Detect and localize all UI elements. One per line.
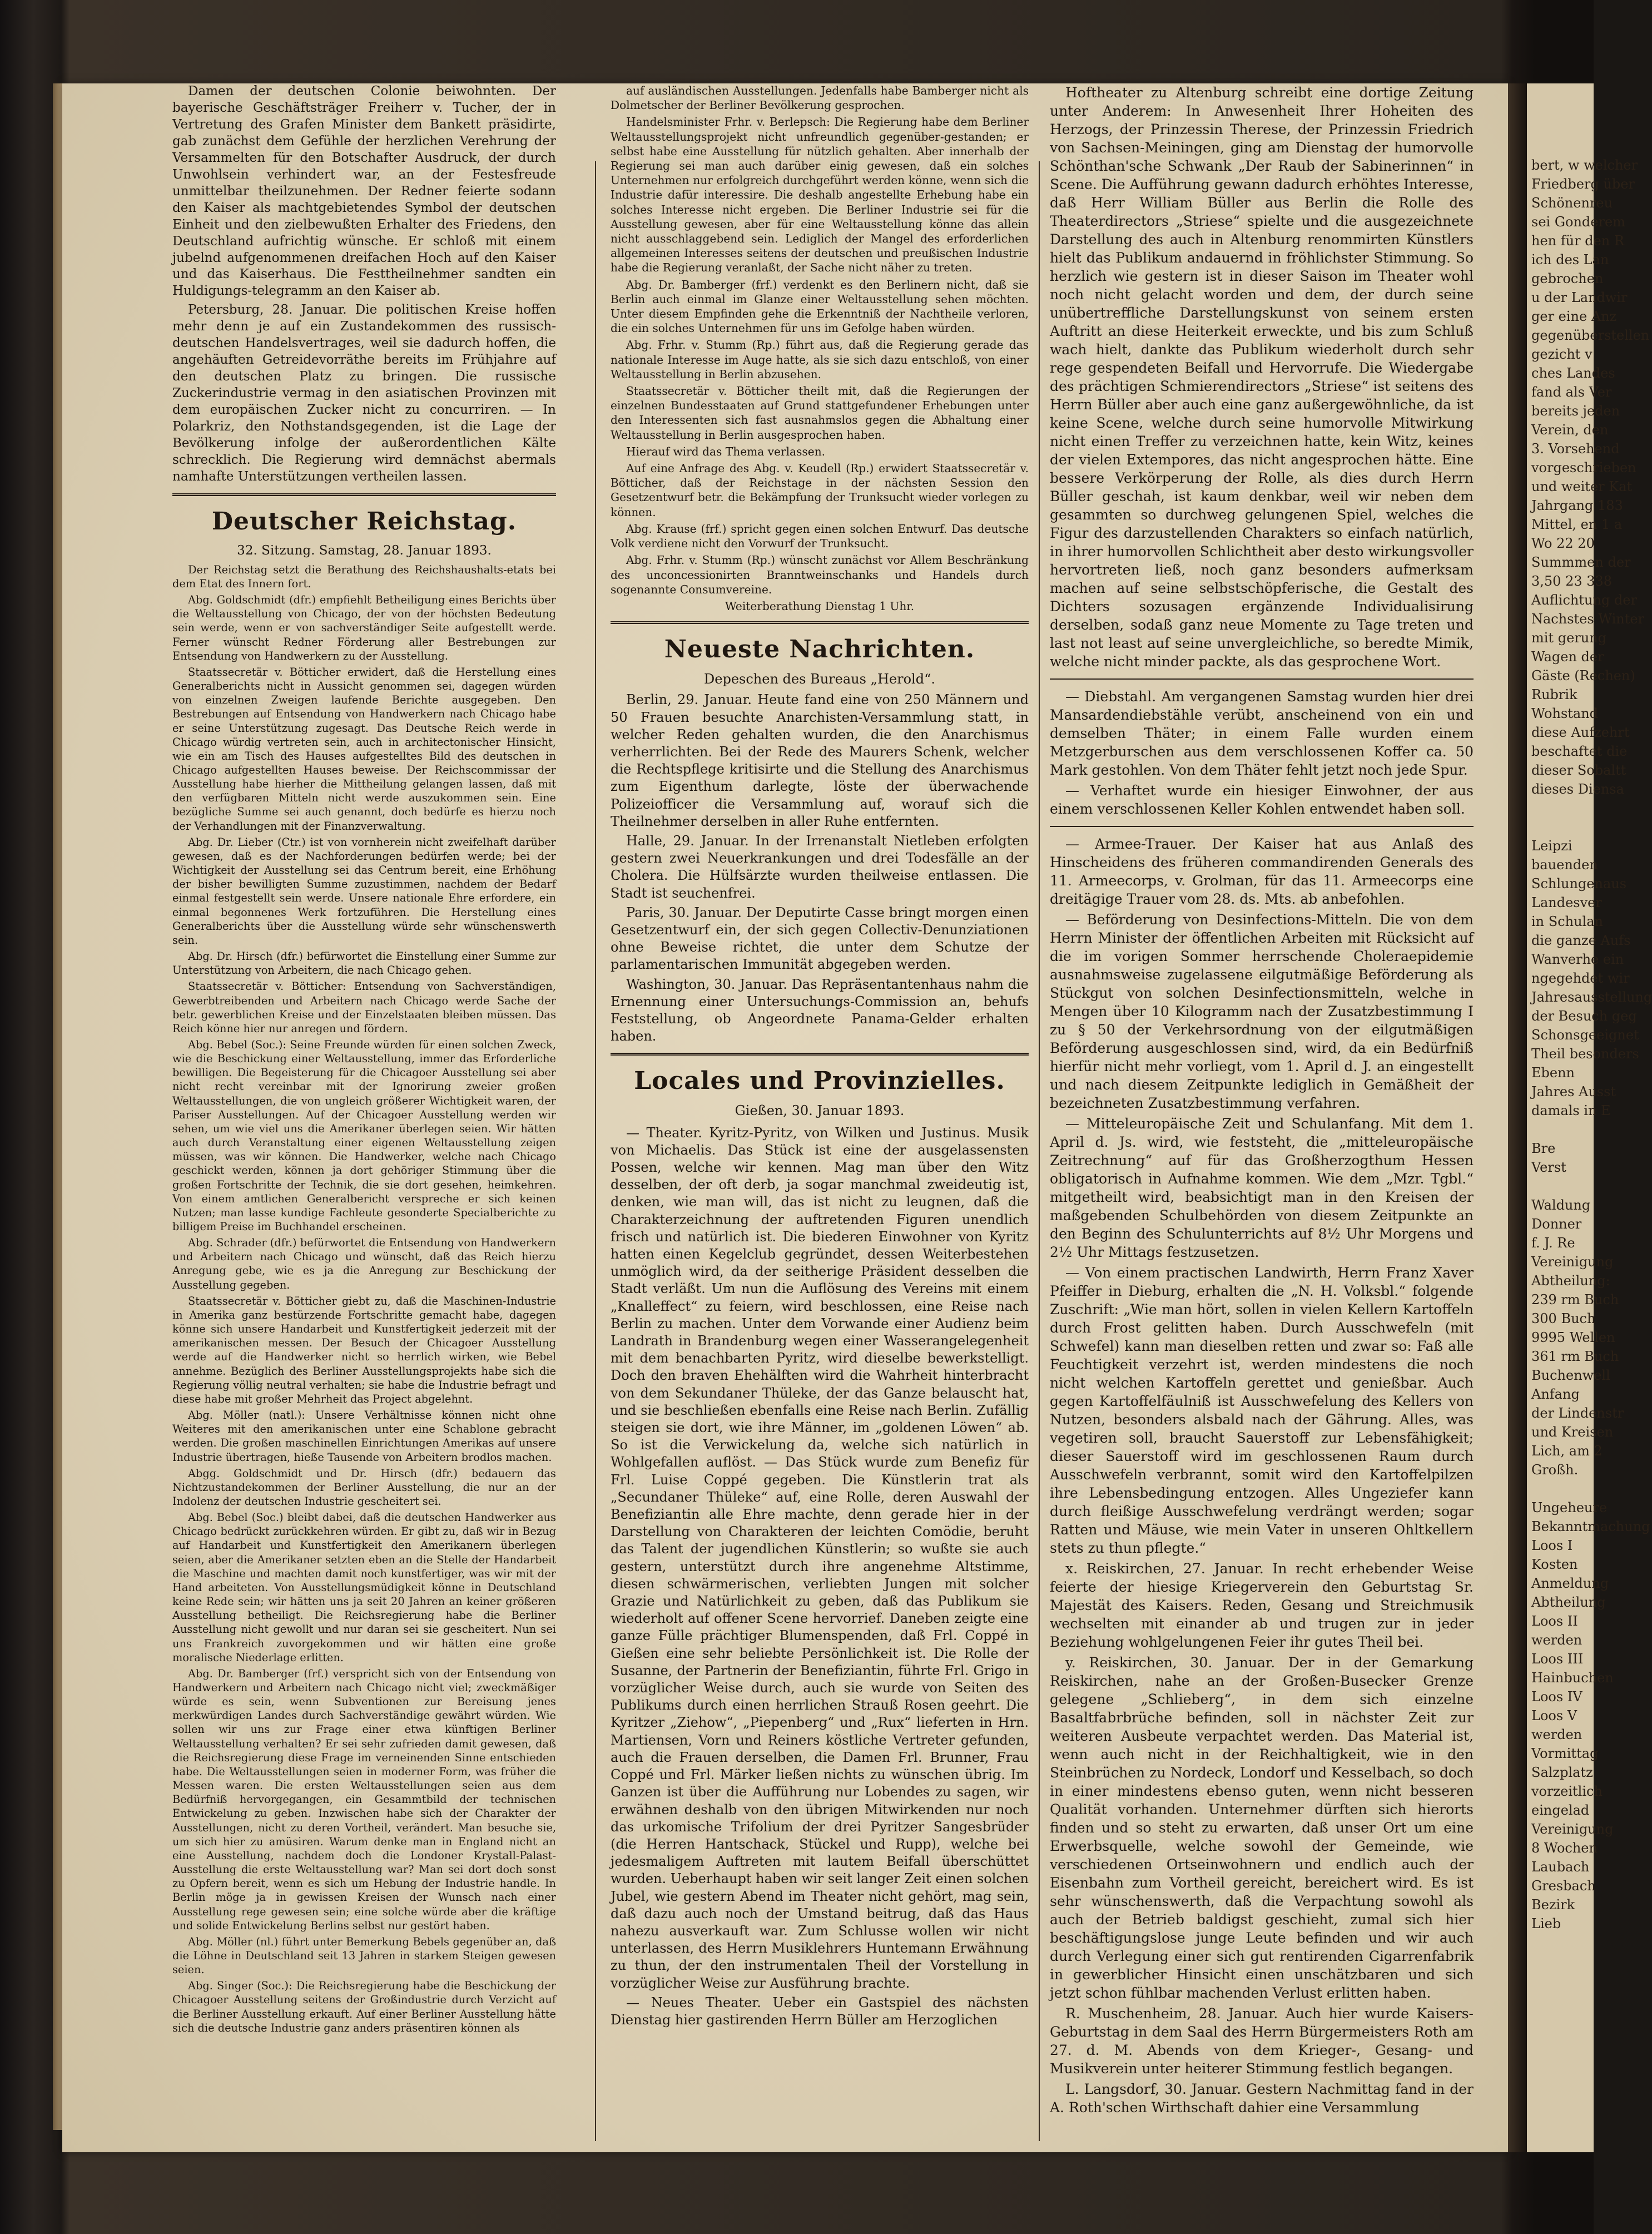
adjacent-page-line: Wohstand — [1531, 706, 1599, 721]
adjacent-page-line: Gäste (Rechen) — [1531, 668, 1635, 683]
article-paragraph: — Diebstahl. Am vergangenen Samstag wurden hier drei Mansardendiebstähle verübt, anscheinend von ein und demselben Thäter; in einem Falle wurden einem Metzgerburschen aus dem verschlossenen Koffer ca. 50 Mark gestohlen. Von dem Thäter fehlt jetzt noch jede Spur. — [1050, 688, 1474, 778]
adjacent-page-line: Salzplatz — [1531, 1765, 1593, 1780]
adjacent-page-line: Theil besonders — [1531, 1046, 1639, 1062]
article-paragraph: Abg. Singer (Soc.): Die Reichsregierung habe die Beschickung der Chicagoer Ausstellung seitens der Großindustrie durch Verzicht auf die Berliner Ausstellung erkauft. Auf einer Berliner Ausstellung hätte sich die deutsche Industrie ganz anders präsentiren können als — [172, 1979, 556, 2034]
adjacent-page-line: f. J. Re — [1531, 1235, 1575, 1251]
adjacent-page-line: Gresbach — [1531, 1878, 1596, 1894]
adjacent-page-line: Loos V — [1531, 1708, 1577, 1723]
adjacent-page-line: mit gerung — [1531, 630, 1607, 646]
adjacent-page-line: und Kreisen — [1531, 1424, 1614, 1440]
article-paragraph: auf ausländischen Ausstellungen. Jedenfalls habe Bamberger nicht als Dolmetscher der Berliner Bevölkerung gesprochen. — [611, 84, 1029, 112]
adjacent-page-line: dieser Sobaltt — [1531, 762, 1626, 778]
news-item: Halle, 29. Januar. In der Irrenanstalt Nietleben erfolgten gestern zwei Neuerkrankungen und drei Todesfälle an der Cholera. Die Hülfsärzte wurden theilweise entlassen. Die Stadt ist seuchenfrei. — [611, 833, 1029, 901]
article-paragraph: Staatssecretär v. Bötticher: Entsendung von Sachverständigen, Gewerbtreibenden und Arbeitern nach Chicago werde Sache der betr. gewerblichen Kreise und der Einzelstaaten bleiben müssen. Das Reich könne hier nur anregen und fördern. — [172, 980, 556, 1035]
adjacent-page-line: Kosten — [1531, 1557, 1578, 1572]
adjacent-page-line — [1527, 1479, 1594, 1498]
adjacent-page-line: 8 Wochen — [1531, 1840, 1598, 1856]
section-heading: Neueste Nachrichten. — [664, 635, 975, 664]
adjacent-page-line: diese Aufzehrt — [1531, 725, 1630, 740]
adjacent-page-line — [1527, 1177, 1594, 1196]
article-paragraph: Abg. Schrader (dfr.) befürwortet die Entsendung von Handwerkern und Arbeitern nach Chicago und wünscht, daß das Reich hierzu Anregung gebe, wie es ja die Anregung zur Beschickung der Ausstellung gegeben. — [172, 1236, 556, 1291]
section-rule — [172, 493, 556, 496]
adjacent-page-line: Abtheilung — [1531, 1594, 1606, 1610]
adjacent-page-line: der Besuch geg — [1531, 1008, 1637, 1024]
article-paragraph: Abg. Dr. Bamberger (frf.) verspricht sich von der Entsendung von Handwerkern und Arbeitern nach Chicago nicht viel; zweckmäßiger würde es sein, wenn Subventionen zur Bereisung jenes merkwürdigen Landes durch Sachverständige gewährt würden. Wie sollen wir uns zur Frage einer etwa künftigen Berliner Weltausstellung verhalten? Er sei sehr zufrieden damit gewesen, daß die Reichsregierung diese Frage im verneinenden Sinne entschieden habe. Die Weltausstellungen seien in moderner Form, was früher die Messen waren. Die ersten Weltausstellungen seien aus dem Bedürfniß hervorgegangen, ein Gesammtbild der technischen Entwickelung zu geben. Inzwischen habe sich der Charakter der Ausstellungen, nicht zu deren Vortheil, verändert. Man besuche sie, um sich hier zu amüsiren. Warum denke man in England nicht an eine Ausstellung, nachdem doch die Londoner Krystall-Palast-Ausstellung die erste Weltausstellung war? Man sei dort doch sonst zu Opfern bereit, wenn es sich um Hebung der Industrie handle. In Berlin möge ja in gewissen Kreisen der Wunsch nach einer Ausstellung rege gewesen sein; eine solche würde aber die kräftige und solide Entwickelung Berlins selbst nur gestört haben. — [172, 1667, 556, 1932]
adjacent-page-line: Verst — [1531, 1160, 1566, 1175]
adjacent-page-line: in Schulan — [1531, 914, 1603, 929]
article-paragraph: Hoftheater zu Altenburg schreibt eine dortige Zeitung unter Anderem: In Anwesenheit Ihrer Hoheiten des Herzogs, der Prinzessin Therese, der Prinzessin Friedrich von Sachsen-Meiningen, ging am Dienstag der humorvolle Schönthan'sche Schwank „Der Raub der Sabinerinnen“ in Scene. Die Aufführung gewann dadurch erhöhtes Interesse, daß Herr William Büller aus Berlin die Rolle des Theaterdirectors „Striese“ spielte und die ausgezeichnete Darstellung des auch in Altenburg renommirten Künstlers hielt das Publikum andauernd in fröhlichster Stimmung. So herzlich wie gestern ist in dieser Saison im Theater wohl noch nicht gelacht worden und dem, der durch seine unübertreffliche Darstellungskunst von seinem ersten Auftritt an diese Heiterkeit erweckte, und bis zum Schluß wach hielt, dankte das Publikum wiederholt durch sehr rege gespendeten Beifall und Hervorrufe. Die Wiedergabe des prächtigen Schmierendirectors „Striese“ ist seitens des Herrn Büller aber auch eine ganz außergewöhnliche, da ist keine Scene, welche durch seine humorvolle Mitwirkung nicht einen Treffer zu verzeichnen hatte, kein Witz, keines der vielen Extempores, das nicht angesprochen hätte. Eine bessere Verkörperung der Rolle, als dies durch Herrn Büller geschah, ist kaum denkbar, weil wir neben dem gesammten so durchweg gelungenen Spiel, welches die Figur des darzustellenden Charakters so einfach natürlich, in ihrer humorvollen Schlichtheit aber desto wirkungsvoller hervortreten ließ, noch ganz besonders aufmerksam machen auf seine selbstschöpferische, die Gestalt des Dichters sozusagen ergänzende Individualisirung derselben, sodaß ganz neue Momente zu Tage treten und last not least auf seine unvergleichliche, so beredte Mimik, welche nicht minder packte, als das gesprochene Wort. — [1050, 85, 1474, 670]
article-paragraph: Abg. Bebel (Soc.) bleibt dabei, daß die deutschen Handwerker aus Chicago bedrückt zurückkehren würden. Er gibt zu, daß wir in Bezug auf Handarbeit und Kunstfertigkeit den Amerikanern überlegen seien, aber die Amerikaner setzten eben an die Stelle der Handarbeit die Maschine und machten damit noch kunstfertiger, was wir mit der Hand arbeiteten. Von Ausstellungsmüdigkeit könne in Deutschland keine Rede sein; wir hätten uns ja seit 20 Jahren an keiner größeren Ausstellung betheiligt. Die Reichsregierung habe die Berliner Ausstellung nicht gewollt und nur daran sei sie gescheitert. Nun sei uns Frankreich zuvorgekommen und wir hätten eine große moralische Niederlage erlitten. — [172, 1511, 556, 1664]
article-paragraph: — Von einem practischen Landwirth, Herrn Franz Xaver Pfeiffer in Dieburg, erhalten die „N. H. Volksbl.“ folgende Zuschrift: „Wie man hört, sollen in vielen Kellern Kartoffeln durch Frost gelitten haben. Durch Ausschwefeln (mit Schwefel) kann man dieselben retten und zwar so: Faß alle Feuchtigkeit verzehrt ist, werden mindestens die noch nicht welchen Kartoffeln gerettet und genießbar. Auch gegen Kartoffelfäulniß ist Ausschwefelung des Kellers von Nutzen, besonders alsbald nach der Gährung. Alles, was vegetiren soll, braucht Sauerstoff zur Lebensfähigkeit; dieser Sauerstoff wird im geschlossenen Raum durch Ausschwefeln verbrannt, somit wird den Kartoffelpilzen ihre Lebensbedingung entzogen. Alles Ungeziefer kann durch fleißige Ausschwefelung verdrängt werden; sogar Ratten und Mäuse, wie mein Vater in unseren Ohltkellern stets zu thun pflegte.“ — [1050, 1265, 1474, 1556]
adjacent-page-line — [1527, 1120, 1594, 1139]
adjacent-page-line: Waldung — [1531, 1197, 1591, 1213]
adjacent-page-line: Schlungenaus — [1531, 876, 1627, 891]
article-paragraph: — Theater. Kyritz-Pyritz, von Wilken und Justinus. Musik von Michaelis. Das Stück ist eine der ausgelassensten Possen, welche wir kennen. Mag man über den Witz desselben, der oft derb, ja sogar manchmal zweideutig ist, denken, wie man will, das ist nicht zu leugnen, daß die Charakterzeichnung der auftretenden Figuren unendlich frisch und natürlich ist. Die biederen Einwohner von Kyritz hatten einen Kegelclub gegründet, dessen Weiterbestehen unmöglich wird, da der seitherige Präsident desselben die Stadt verläßt. Um nun die Auflösung des Vereins mit einem „Knalleffect“ zu feiern, wird beschlossen, eine Reise nach Berlin zu machen. Unter dem Vorwande einer Audienz beim Landrath in Brandenburg wegen einer Wasserangelegenheit mit dem benachbarten Pyritz, wird dieselbe bewerkstelligt. Doch den braven Ehehälften wird die Wahrheit hinterbracht von dem Sekundaner Thüleke, der das Ganze belauscht hat, und sie beschließen ebenfalls eine Reise nach Berlin. Zufällig steigen sie dort, wie ihre Männer, im „goldenen Löwen“ ab. So ist die Verwickelung da, welche sich natürlich in Wohlgefallen auflöst. — Das Stück wurde zum Benefiz für Frl. Luise Coppé gegeben. Die Künstlerin trat als „Secundaner Thüleke“ auf, eine Rolle, deren Auswahl der Benefiziantin alle Ehre machte, denn gerade hier in der Darstellung von Charakteren der leichten Comödie, beruht das Talent der jugendlichen Künstlerin; so wußte sie auch gestern, unterstützt durch ihre angenehme Altstimme, diesen schwärmerischen, verliebten Jungen mit solcher Grazie und Natürlichkeit zu geben, daß das Publikum sie wiederholt auf offener Scene hervorrief. Daneben zeigte eine ganze Fülle prächtiger Blumenspenden, daß Frl. Coppé in Gießen eine sehr beliebte Persönlichkeit ist. Die Rolle der Susanne, der Partnerin der Benefiziantin, führte Frl. Grigo in vorzüglicher Weise durch, auch sie wurde von Seiten des Publikums durch einen herrlichen Strauß Rosen geehrt. Die Kyritzer „Ziehow“, „Piepenberg“ und „Rux“ lieferten in Hrn. Martiensen, Vorn und Reiners köstliche Vertreter gefunden, auch die Frauen derselben, die Damen Frl. Brunner, Frau Coppé und Frl. Märker ließen nichts zu wünschen übrig. Im Ganzen ist über die Aufführung nur Lobendes zu sagen, wir erwähnen deshalb von den übrigen Mitwirkenden nur noch das urkomische Trifolium der drei Pyritzer Sangesbrüder (die Herren Hantschack, Stückel und Rupp), welche bei jedesmaligem Auftreten mit lautem Beifall überschüttet wurden. Ueberhaupt haben wir seit langer Zeit einen solchen Jubel, wie gestern Abend im Theater nicht gehört, mag sein, daß dazu auch noch der Umstand beitrug, daß das Haus nahezu ausverkauft war. Zum Schlusse wollen wir nicht unterlassen, des Herrn Musiklehrers Huntemann Erwähnung zu thun, der den instrumentalen Theil der Vorstellung in vorzüglicher Weise zur Ausführung brachte. — [611, 1125, 1029, 1991]
adjacent-page-line: ich des Lan — [1531, 252, 1609, 268]
section-rule — [1050, 678, 1474, 680]
article-paragraph: Der Reichstag setzt die Berathung des Reichshaushalts-etats bei dem Etat des Innern fort. — [172, 563, 556, 590]
adjacent-page-line: Loos IV — [1531, 1689, 1582, 1705]
adjacent-page-line: Jahresausstellung — [1531, 989, 1652, 1005]
adjacent-page-line: Loos I — [1531, 1538, 1573, 1553]
article-paragraph: R. Muschenheim, 28. Januar. Auch hier wurde Kaisers-Geburtstag in dem Saal des Herrn Bürgermeisters Roth am 27. d. M. Abends von dem Krieger-, Gesang- und Musikverein unter heiterer Stimmung festlich begangen. — [1050, 2005, 1474, 2077]
adjacent-page-line: fand als Ver — [1531, 384, 1612, 400]
article-paragraph: Abg. Dr. Hirsch (dfr.) befürwortet die Einstellung einer Summe zur Unterstützung von Arbeitern, die nach Chicago gehen. — [172, 950, 556, 977]
adjacent-page-line: ches Landes — [1531, 365, 1615, 381]
adjacent-page-line: Anfang — [1531, 1386, 1580, 1402]
article-paragraph: Handelsminister Frhr. v. Berlepsch: Die Regierung habe dem Berliner Weltausstellungsprojekt nicht unfreundlich gegenüber-gestanden; er selbst habe eine Ausstellung für nützlich gehalten. Aber innerhalb der Regierung sei man auch darüber einig gewesen, daß ein solches Unternehmen nur erfolgreich durchgeführt werden könne, wenn sich die Industrie dafür interessire. Die deshalb angestellte Erhebung habe ein solches Interesse nicht ergeben. Die Berliner Industrie sei für die Ausstellung gewesen, aber für eine Weltausstellung könne das allein nicht ausschlaggebend sein. Lediglich der Mangel des erforderlichen allgemeinen Interesses seitens der deutschen und preußischen Industrie habe die Regierung veranlaßt, der Sache nicht näher zu treten. — [611, 115, 1029, 275]
adjacent-page-line: 9995 Wellen — [1531, 1330, 1615, 1345]
news-item: Paris, 30. Januar. Der Deputirte Casse bringt morgen einen Gesetzentwurf ein, der sich gegen Collectiv-Denunziationen ohne Beweise richtet, die unter dem Schutze der parlamentarischen Immunität abgegeben werden. — [611, 904, 1029, 973]
adjacent-page-line: Bekanntmachung — [1531, 1519, 1650, 1534]
article-paragraph: Abg. Goldschmidt (dfr.) empfiehlt Betheiligung eines Berichts über die Weltausstellung von Chicago, der von der höchsten Bedeutung sein werde, wenn er von sachverständiger Seite aufgestellt werde. Ferner wünscht Redner Förderung aller Bestrebungen zur Entsendung von Handwerkern zu der Ausstellung. — [172, 593, 556, 662]
adjacent-page-line: die ganze Aufs — [1531, 933, 1631, 948]
adjacent-page-line: hen für den R — [1531, 233, 1624, 249]
adjacent-page-line: Leipzi — [1531, 838, 1572, 854]
article-paragraph: — Neues Theater. Ueber ein Gastspiel des nächsten Dienstag hier gastirenden Herrn Büller am Herzoglichen — [611, 1994, 1029, 2028]
adjacent-page-line: Jahrgang 183 — [1531, 498, 1623, 513]
adjacent-page-line: Vereinigung — [1531, 1821, 1614, 1837]
adjacent-page-line: 361 rm Buch — [1531, 1349, 1619, 1364]
adjacent-page-line: Loos II — [1531, 1613, 1578, 1629]
column-1 — [172, 83, 556, 2037]
adjacent-page-line: vorzeitlich — [1531, 1784, 1603, 1799]
article-paragraph: Abg. Dr. Bamberger (frf.) verdenkt es den Berlinern nicht, daß sie Berlin auch einmal im Glanze einer Weltausstellung sehen möchten. Unter diesem Empfinden gehe die Erkenntniß der Nachtheile verloren, die ein solches Unternehmen für uns im Gefolge haben würden. — [611, 278, 1029, 335]
page-gutter — [1508, 83, 1527, 2152]
adjacent-page-line: Schönenreu — [1531, 195, 1613, 211]
adjacent-page-line: eingelad — [1531, 1802, 1590, 1818]
article-paragraph: — Armee-Trauer. Der Kaiser hat aus Anlaß des Hinscheidens des früheren commandirenden Generals des 11. Armeecorps, v. Grolman, für das 11. Armeecorps eine dreitägige Trauer vom 28. ds. Mts. ab anbefohlen. — [1050, 836, 1474, 907]
adjacent-page-line: ngegehdet wir — [1531, 970, 1630, 986]
article-paragraph: Abg. Frhr. v. Stumm (Rp.) wünscht zunächst vor Allem Beschränkung des unconcessionirten Branntweinschanks und Handels durch sogenannte Consumvereine. — [611, 553, 1029, 596]
adjacent-page-line: Rubrik — [1531, 687, 1577, 702]
adjacent-page-line: werden — [1531, 1727, 1582, 1742]
article-paragraph: Abg. Bebel (Soc.): Seine Freunde würden für einen solchen Zweck, wie die Beschickung einer Weltausstellung, immer das Erforderliche bewilligen. Die Begeisterung für die Chicagoer Ausstellung sei aber nicht recht vereinbar mit der Ignorirung zweier großen Weltausstellungen, die von ungleich größerer Wichtigkeit waren, der Pariser Ausstellungen. Auf der Chicagoer Ausstellung werden wir sehen, um wie viel uns die Amerikaner überlegen seien. Wir hätten auch durch Veranstaltung einer eigenen Weltausstellung zeigen müssen, was wir können. Die Handwerker, welche nach Chicago geschickt werden, können ja dort gehöriger Stimmung über die großen Fortschritte der Technik, die sie dort gesehen, heimkehren. Von einem amtlichen Generalbericht verspreche er sich keinen Nutzen; man lasse kundige Fachleute gesonderte Specialberichte zu billigem Preise im Buchhandel erscheinen. — [172, 1038, 556, 1234]
adjacent-page-line: bert, w welcher — [1531, 157, 1638, 173]
adjacent-page-line: Buchenwell — [1531, 1368, 1610, 1383]
adjacent-page-line: Nachstes Winter — [1531, 611, 1645, 627]
adjacent-page-line: Auflichtung der — [1531, 592, 1637, 608]
news-item: Berlin, 29. Januar. Heute fand eine von 250 Männern und 50 Frauen besuchte Anarchisten-Versammlung statt, in welcher Reden gehalten wurden, die den Anarchismus verherrlichten. Bei der Rede des Maurers Schenk, welcher die Rechtspflege kritisirte und die Stellung des Anarchismus zum Eigenthum darlegte, löste der überwachende Polizeiofficer die Versammlung auf, worauf sich die Theilnehmer derselben in aller Ruhe entfernten. — [611, 692, 1029, 829]
article-paragraph: Abg. Frhr. v. Stumm (Rp.) führt aus, daß die Regierung gerade das nationale Interesse im Auge hatte, als sie sich dazu entschloß, von einer Weltausstellung in Berlin abzusehen. — [611, 338, 1029, 381]
adjacent-page-line: Friedberg über — [1531, 176, 1635, 192]
article-paragraph: Petersburg, 28. Januar. Die politischen Kreise hoffen mehr denn je auf ein Zustandekommen des russisch-deutschen Handelsvertrages, weil sie dadurch hoffen, die angehäuften Getreidevorräthe bereits im Frühjahre auf den deutschen Platz zu bringen. Die russische Zuckerindustrie vermag in den asiatischen Provinzen mit dem europäischen Zucker nicht zu concurriren. — In Polarkriz, den Nothstandsgegenden, ist die Lage der Bevölkerung infolge der außerordentlichen Kälte schrecklich. Die Regierung wird demnächst abermals namhafte Unterstützungen vertheilen lassen. — [172, 303, 556, 484]
adjacent-page-line: Vormittag — [1531, 1746, 1599, 1761]
column-divider — [595, 161, 596, 2141]
adjacent-page-line: vorgeschrieben — [1531, 460, 1636, 475]
article-paragraph: — Beförderung von Desinfections-Mitteln. Die von dem Herrn Minister der öffentlichen Arbeiten mit Rücksicht auf die im vorigen Sommer herrschende Choleraepidemie ausnahmsweise zugelassene eilgutmäßige Beförderung als Stückgut von solchen Desinfectionsmitteln, welche in Mengen über 10 Kilogramm nach der Zusatzbestimmung I zu § 50 der Verkehrsordnung von der eilgutmäßigen Beförderung ausgeschlossen sind, wird, da ein Bedürfniß hierfür nicht mehr vorliegt, vom 1. April d. J. an eingestellt und nach diesem Zeitpunkte lediglich in Gemäßheit der bezeichneten Zusatzbestimmung verfahren. — [1050, 912, 1474, 1111]
adjacent-page-fragment — [1527, 83, 1652, 2152]
section-heading: Deutscher Reichstag. — [211, 507, 517, 536]
adjacent-page-line: beschaftet die — [1531, 744, 1628, 759]
adjacent-page-line: bauenden — [1531, 857, 1598, 873]
adjacent-page-line: Donner — [1531, 1216, 1582, 1232]
adjacent-page-line: dieses Diensa — [1531, 781, 1624, 797]
adjacent-page-line: werden — [1531, 1632, 1582, 1648]
adjacent-page-line: Mittel, en 1 a — [1531, 517, 1623, 532]
adjacent-page-line: und weiter Kat — [1531, 479, 1633, 494]
section-subheading: Depeschen des Bureaus „Herold“. — [704, 671, 935, 687]
article-paragraph: x. Reiskirchen, 27. Januar. In recht erhebender Weise feierte der hiesige Kriegerverein den Geburtstag Sr. Majestät des Kaisers. Reden, Gesang und Streichmusik wechselten mit einander ab und trugen zur in jeder Beziehung wohlgelungenen Feier ihr gutes Theil bei. — [1050, 1561, 1474, 1650]
adjacent-page-lines — [1527, 83, 1652, 1933]
column-2 — [611, 83, 1029, 2031]
adjacent-page-line: gezicht v — [1531, 346, 1593, 362]
adjacent-page-line: Wo 22 20 — [1531, 536, 1595, 551]
adjacent-page-line: damals in E — [1531, 1103, 1611, 1118]
article-paragraph: Damen der deutschen Colonie beiwohnten. Der bayerische Geschäftsträger Freiherr v. Tucher, der in Vertretung des Grafen Minister dem Bankett präsidirte, gab zunächst dem Gefühle der herzlichen Verehrung der Versammelten für den Botschafter Ausdruck, der durch Unwohlsein verhindert war, an der Festesfreude unmittelbar theilzunehmen. Der Redner feierte sodann den Kaiser als machtgebietendes Symbol der deutschen Einheit und den zielbewußten Erhalter des Friedens, den Deutschland aufrichtig wünsche. Er schloß mit einem jubelnd aufgenommenen dreifachen Hoch auf den Kaiser und das Kaiserhaus. Die Festtheilnehmer sandten ein Huldigungs-telegramm an den Kaiser ab. — [172, 84, 556, 299]
adjacent-page-line: Wanverhe ein — [1531, 952, 1624, 967]
adjacent-page-line: Summmen der — [1531, 554, 1631, 570]
adjacent-page-line: Bezirk — [1531, 1897, 1575, 1913]
article-paragraph: Abg. Möller (natl.): Unsere Verhältnisse können nicht ohne Weiteres mit den amerikanischen unter eine Schablone gebracht werden. Die großen maschinellen Einrichtungen Amerikas auf unsere Industrie übertragen, hieße Tausende von Arbeitern brodlos machen. — [172, 1409, 556, 1464]
adjacent-page-line: Schonsgeeignet — [1531, 1027, 1639, 1043]
adjacent-page-line: bereits jeden — [1531, 403, 1620, 419]
article-paragraph: L. Langsdorf, 30. Januar. Gestern Nachmittag fand in der A. Roth'schen Wirthschaft dahier eine Versammlung — [1050, 2081, 1474, 2116]
article-paragraph: Abg. Krause (frf.) spricht gegen einen solchen Entwurf. Das deutsche Volk verdiene nicht den Vorwurf der Trunksucht. — [611, 522, 1029, 551]
article-paragraph: Weiterberathung Dienstag 1 Uhr. — [725, 599, 915, 613]
dateline: Gießen, 30. Januar 1893. — [735, 1103, 905, 1119]
adjacent-page-line: der Lindenstr — [1531, 1405, 1624, 1421]
adjacent-page-line: 3. Vorsehend — [1531, 441, 1620, 457]
adjacent-page-line: 239 rm Buch — [1531, 1292, 1619, 1307]
adjacent-page-line — [1527, 818, 1594, 836]
adjacent-page-line: Anmeldung — [1531, 1576, 1609, 1591]
article-paragraph: Abgg. Goldschmidt und Dr. Hirsch (dfr.) bedauern das Nichtzustandekommen der Berliner Ausstellung, die nur an der Indolenz der deutschen Industrie gescheitert sei. — [172, 1467, 556, 1508]
adjacent-page-line: u der Landwir — [1531, 290, 1628, 305]
adjacent-page-line: Bre — [1531, 1141, 1556, 1156]
news-item: Washington, 30. Januar. Das Repräsentantenhaus nahm die Ernennung einer Untersuchungs-Commission an, behufs Feststellung, ob Angeordnete Panama-Gelder erhalten haben. — [611, 976, 1029, 1044]
section-rule — [611, 621, 1029, 624]
adjacent-page-line: Jahres Ausst — [1531, 1084, 1616, 1099]
section-subheading: 32. Sitzung. Samstag, 28. Januar 1893. — [237, 543, 492, 558]
section-heading: Locales und Provinzielles. — [634, 1067, 1005, 1096]
article-paragraph: Staatssecretär v. Bötticher theilt mit, daß die Regierungen der einzelnen Bundesstaaten auf Grund stattgefundener Erhebungen unter den Interessenten sich fast ausnahmslos gegen die Abhaltung einer Weltausstellung in Berlin ausgesprochen haben. — [611, 384, 1029, 442]
article-paragraph: Staatssecretär v. Bötticher giebt zu, daß die Maschinen-Industrie in Amerika ganz bestürzende Fortschritte gemacht habe, dagegen könne sich unsere Handarbeit und Kunstfertigkeit jederzeit mit der amerikanischen messen. Der Besuch der Chicagoer Ausstellung werde auf die Handwerker nicht so herrlich wirken, wie Bebel annehme. Bezüglich des Berliner Ausstellungsprojekts habe sich die Regierung völlig neutral verhalten; sie habe die Industrie befragt und diese habe mit großer Mehrheit das Project abgelehnt. — [172, 1294, 556, 1405]
adjacent-page-line: 3,50 23 338 — [1531, 573, 1613, 589]
adjacent-page-line: Lich, am 2 — [1531, 1443, 1603, 1459]
adjacent-page-line — [1527, 799, 1594, 818]
adjacent-page-line: Loos III — [1531, 1651, 1584, 1667]
article-paragraph: Staatssecretär v. Bötticher erwidert, daß die Herstellung eines Generalberichts nicht in Aussicht genommen sei, dagegen würden von einzelnen Zweigen laufende Berichte ausgegeben. Den Bestrebungen auf Entsendung von Handwerkern nach Chicago habe er seine Unterstützung zugesagt. Das Deutsche Reich werde in Chicago würdig vertreten sein, auch in architectonischer Hinsicht, wie ein am Tisch des Hauses aufgestelltes Bild des deutschen in Chicago aufgestellten Hauses beweise. Der Reichscommissar der Ausstellung habe hierher die Mittheilung gelangen lassen, daß mit den verfügbaren Mitteln nicht werde auszukommen sein. Eine bezügliche Summe sei auch genannt, doch bedürfe es hierzu noch der Verhandlungen mit der Finanzverwaltung. — [172, 665, 556, 833]
adjacent-page-line: Wagen der — [1531, 649, 1604, 665]
adjacent-page-line: gebrochen — [1531, 271, 1604, 286]
adjacent-page-line: sei Gonderem — [1531, 214, 1625, 230]
section-rule — [611, 1053, 1029, 1056]
article-paragraph: Auf eine Anfrage des Abg. v. Keudell (Rp.) erwidert Staatssecretär v. Bötticher, daß der Reichstage in der nächsten Session den Gesetzentwurf betr. die Bekämpfung der Trunksucht wieder vorlegen zu können. — [611, 462, 1029, 519]
adjacent-page-line: 300 Buch — [1531, 1311, 1596, 1326]
article-paragraph: Hierauf wird das Thema verlassen. — [626, 444, 826, 458]
article-paragraph: Abg. Möller (nl.) führt unter Bemerkung Bebels gegenüber an, daß die Löhne in Deutschland seit 13 Jahren in starkem Steigen gewesen seien. — [172, 1935, 556, 1977]
article-paragraph: y. Reiskirchen, 30. Januar. Der in der Gemarkung Reiskirchen, nahe an der Großen-Busecker Grenze gelegene „Schlieberg“, in dem sich einzelne Basaltfabrbrüche befinden, soll in nächster Zeit zur weiteren Ausbeute verpachtet werden. Das Material ist, wenn auch nicht in der Reichhaltigkeit, wie in den Steinbrüchen zu Nordeck, Londorf und Kesselbach, so doch in einer mindestens ebenso guten, wenn nicht besseren Qualität vorhanden. Unternehmer dürften sich hierorts finden und so steht zu erwarten, daß unser Ort um eine Erwerbsquelle, welche sowohl der Gemeinde, wie verschiedenen Ortseinwohnern und endlich auch der Eisenbahn zum Vortheil gereicht, bereichert wird. Es ist sehr wünschenswerth, daß die Verpachtung sowohl als auch der Betrieb baldigst geschieht, zumal sich hier beschäftigungslose junge Leute befinden und wir auch durch Verlegung einer sich gut rentirenden Cigarrenfabrik in gewerblicher Hinsicht einen unschätzbaren und sich jetzt schon fühlbar machenden Verlust erlitten haben. — [1050, 1655, 1474, 2001]
article-paragraph: Abg. Dr. Lieber (Ctr.) ist von vornherein nicht zweifelhaft darüber gewesen, daß es der Nachforderungen bedürfen werde; bei der Wichtigkeit der Ausstellung sei das Centrum bereit, eine Erhöhung der bisher bewilligten Summe zuzustimmen, nachdem der Bedarf einmal festgestellt sein werde. Unsere nationale Ehre erfordere, ein einmal begonnenes Werk fortzuführen. Die Herstellung eines Generalberichts über die Ausstellung würde sehr wünschenswerth sein. — [172, 835, 556, 947]
adjacent-page-line: Großh. — [1531, 1462, 1579, 1478]
adjacent-page-line: Verein, den — [1531, 422, 1609, 438]
adjacent-page-line: Laubach — [1531, 1859, 1590, 1875]
adjacent-page-line: Abtheilung: — [1531, 1273, 1610, 1289]
section-rule — [1050, 826, 1474, 827]
adjacent-page-line: Landesver — [1531, 895, 1602, 910]
article-paragraph: — Verhaftet wurde ein hiesiger Einwohner, der aus einem verschlossenen Keller Kohlen entwendet haben soll. — [1050, 782, 1474, 817]
article-paragraph: — Mitteleuropäische Zeit und Schulanfang. Mit dem 1. April d. Js. wird, wie feststeht, die „mitteleuropäische Zeitrechnung“ auf für das Großherzogthum Hessen obligatorisch in Aufnahme kommen. Wie dem „Mzr. Tgbl.“ mitgetheilt wird, beabsichtigt man in den Kreisen der maßgebenden Schulbehörden von diesem Zeitpunkte an den Beginn des Schulunterrichts auf 8½ Uhr Morgens und 2½ Uhr Mittags festzusetzen. — [1050, 1116, 1474, 1260]
adjacent-page-line: Lieb — [1531, 1916, 1561, 1931]
adjacent-page-line: Ungeheure — [1531, 1500, 1608, 1515]
adjacent-page-line: Vereinigung — [1531, 1254, 1614, 1270]
column-3 — [1050, 83, 1474, 2119]
column-divider — [1039, 161, 1040, 2141]
adjacent-page-line: gegenüberstellen — [1531, 328, 1650, 343]
adjacent-page-line: Ebenn — [1531, 1065, 1575, 1081]
adjacent-page-line: ger eine Anz — [1531, 309, 1617, 324]
adjacent-page-line: Hainbuchen — [1531, 1670, 1614, 1686]
